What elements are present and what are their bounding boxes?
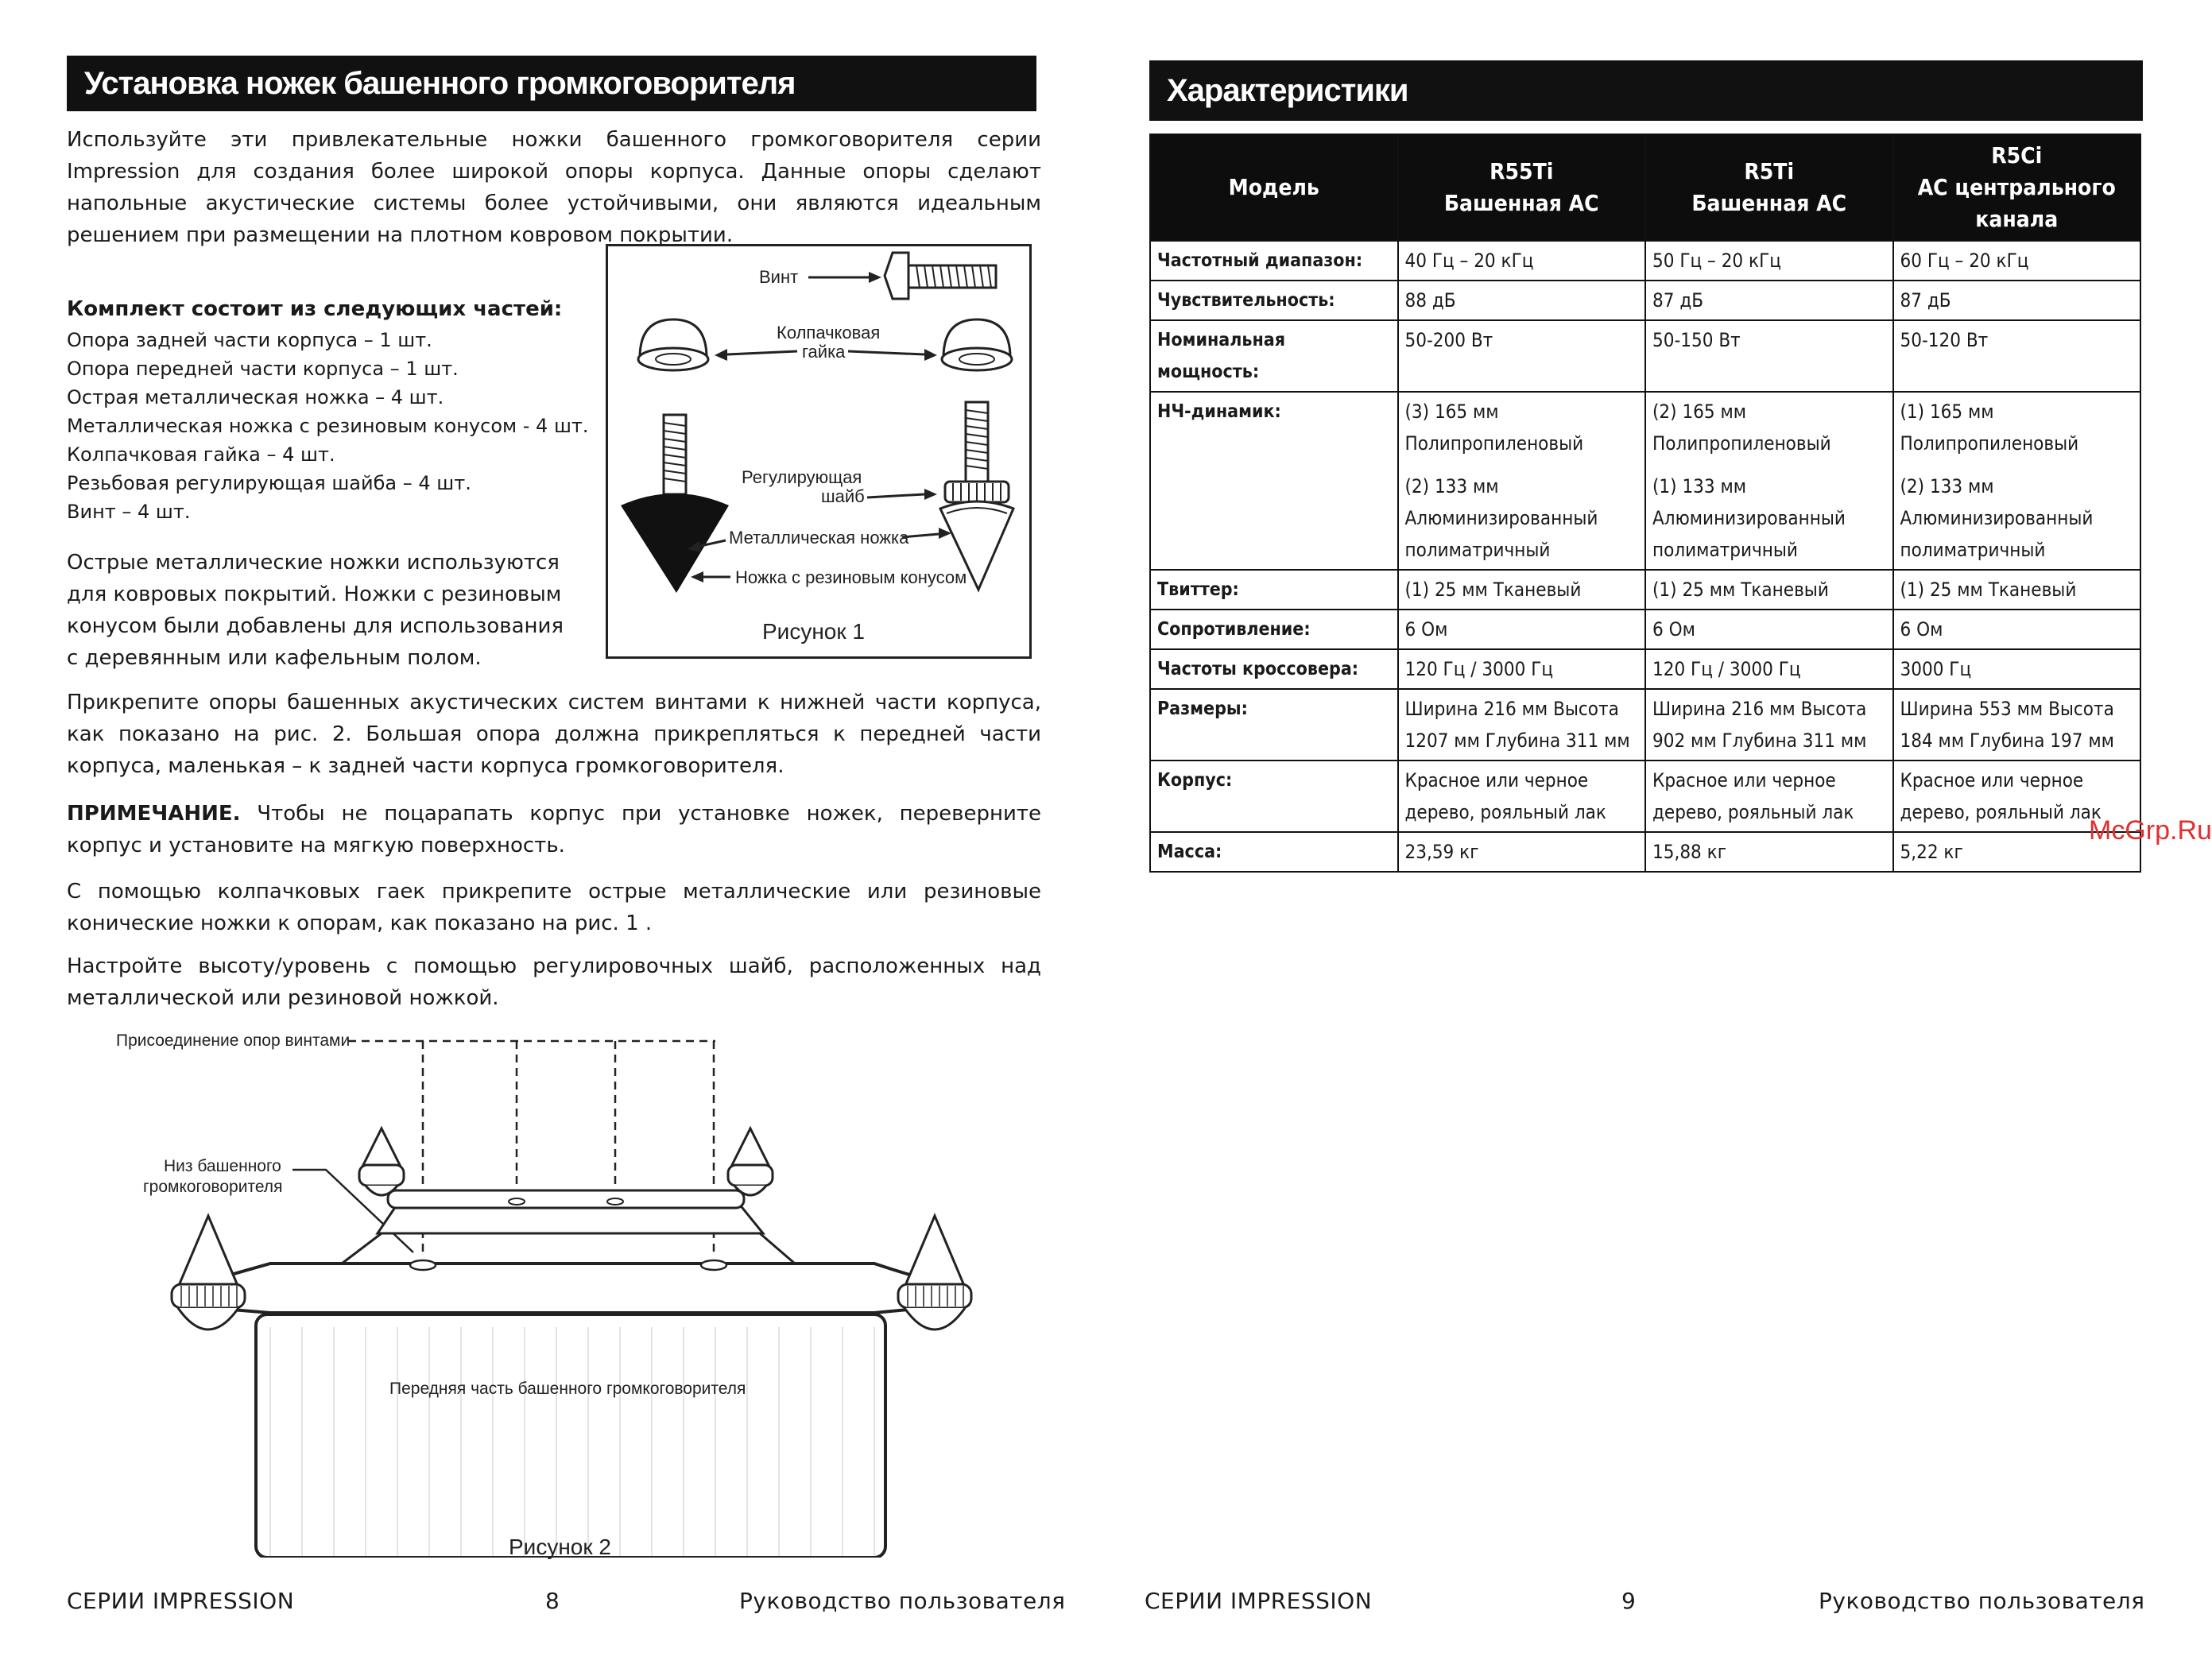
section-title-specs: Характеристики: [1149, 60, 2143, 121]
table-cell: [1645, 241, 1893, 281]
footer-page-8: 8: [545, 1588, 560, 1614]
table-cell: [1398, 392, 1646, 570]
figure-1-caption: Рисунок 1: [762, 619, 865, 644]
header-col-2: [1645, 134, 1893, 241]
table-cell: [1645, 832, 1893, 872]
row-label: Номинальная мощность:: [1150, 320, 1398, 392]
header-model: Модель: [1150, 134, 1398, 241]
label-screws: Присоединение опор винтами: [116, 1031, 351, 1050]
label-front: Передняя часть башенного громкоговорителя: [389, 1380, 746, 1398]
cell-text: (3) 165 мм Полипропиленовый: [1404, 401, 1584, 455]
speaker-front: [256, 1314, 885, 1558]
table-cell: [1645, 649, 1893, 689]
table-cell: [1893, 281, 2141, 320]
cell-text: Ширина 216 мм Высота 902 мм Глубина 311 мм: [1652, 698, 1867, 752]
parts-list-item: Опора задней части корпуса – 1 шт.: [67, 329, 432, 351]
cell-text: Красное или черное дерево, рояльный лак: [1900, 769, 2102, 823]
table-cell: [1893, 649, 2141, 689]
header-col-3-name: R5Ci: [1991, 142, 2043, 168]
cell-text: 15,88 кг: [1652, 841, 1727, 863]
cell-text: (1) 133 мм Алюминизированный полиматричный: [1652, 475, 1846, 561]
label-rubber-foot: Ножка с резиновым конусом: [735, 567, 967, 587]
table-cell: [1893, 570, 2141, 610]
cell-text: 6 Ом: [1652, 618, 1695, 641]
table-cell: [1645, 392, 1893, 570]
cell-text: Красное или черное дерево, рояльный лак: [1652, 769, 1854, 823]
cell-text: 87 дБ: [1652, 289, 1704, 312]
specifications-table: [1149, 134, 2141, 873]
table-cell: [1645, 281, 1893, 320]
metal-spike-foot: [621, 415, 729, 593]
footer-guide-left: Руководство пользователя: [739, 1588, 1066, 1614]
cell-text: (2) 133 мм Алюминизированный полиматричный: [1900, 475, 2094, 561]
note-paragraph: [67, 798, 1041, 861]
note-label: ПРИМЕЧАНИЕ.: [67, 802, 241, 826]
parts-list: [67, 326, 607, 526]
figure-1: [606, 244, 1032, 659]
label-washer-2: шайб: [821, 486, 865, 506]
figure-1-drawing: [608, 246, 1029, 656]
row-label: НЧ-динамик:: [1150, 392, 1398, 570]
intro-paragraph: [67, 124, 1041, 251]
cell-text: 6 Ом: [1404, 618, 1448, 641]
cell-text: 88 дБ: [1404, 289, 1456, 312]
table-cell: [1398, 761, 1646, 832]
table-row: [1150, 320, 2140, 392]
table-row: [1150, 570, 2140, 610]
cell-text: (1) 25 мм Тканевый: [1652, 579, 1829, 601]
parts-list-item: Опора передней части корпуса – 1 шт.: [67, 358, 459, 380]
figure-2-caption: Рисунок 2: [509, 1535, 611, 1559]
cell-text: 120 Гц / 3000 Гц: [1652, 658, 1801, 680]
intro-text: Используйте эти привлекательные ножки башенного громкоговорителя серии Impression для создания более широкой опоры корпуса. Данные опоры сделают напольные акустические системы более устойчивыми, они являются идеальным решением при размещении на плотном ковровом покрытии.: [67, 128, 1041, 247]
cap-paragraph: С помощью колпачковых гаек прикрепите острые металлические или резиновые конические ножки к опорам, как показано на рис. 1 .: [67, 880, 1041, 935]
table-row: [1150, 832, 2140, 872]
cell-text: (1) 25 мм Тканевый: [1404, 579, 1582, 601]
header-col-3: [1893, 134, 2141, 241]
label-metal-foot: Металлическая ножка: [729, 528, 909, 548]
parts-list-item: Винт – 4 шт.: [67, 501, 191, 523]
label-cap-nut-1: Колпачковая: [777, 323, 881, 343]
specifications-body: [1150, 241, 2140, 872]
cell-text: (1) 165 мм Полипропиленовый: [1900, 401, 2079, 455]
rear-spike-left: [359, 1128, 404, 1195]
label-screw: Винт: [759, 267, 799, 287]
table-cell: [1398, 570, 1646, 610]
figure-2: [95, 1025, 1049, 1573]
table-cell: [1398, 610, 1646, 649]
table-cell: [1398, 649, 1646, 689]
header-col-1-name: R55Ti: [1490, 158, 1554, 184]
table-cell: [1645, 570, 1893, 610]
row-label: Сопротивление:: [1150, 610, 1398, 649]
header-col-2-name: R5Ti: [1744, 158, 1795, 184]
front-plinth: [175, 1264, 968, 1313]
table-row: [1150, 610, 2140, 649]
row-label: Размеры:: [1150, 689, 1398, 761]
parts-list-item: Металлическая ножка с резиновым конусом - 4 шт.: [67, 415, 589, 437]
cell-text: 40 Гц – 20 кГц: [1404, 250, 1534, 272]
cell-text: Ширина 216 мм Высота 1207 мм Глубина 311 мм: [1404, 698, 1630, 752]
cell-text: Ширина 553 мм Высота 184 мм Глубина 197 мм: [1900, 698, 2114, 752]
table-cell: [1893, 392, 2141, 570]
section-title-feet: Установка ножек башенного громкоговорителя: [67, 56, 1036, 111]
cap-nut-left: [638, 319, 708, 370]
table-cell: [1645, 761, 1893, 832]
cell-text: 50-150 Вт: [1652, 329, 1741, 351]
cell-text: (2) 165 мм Полипропиленовый: [1652, 401, 1831, 455]
rear-spike-right: [728, 1128, 773, 1195]
footer-series-left: СЕРИИ IMPRESSION: [67, 1588, 295, 1614]
cell-text: 5,22 кг: [1900, 841, 1963, 863]
table-cell: [1398, 320, 1646, 392]
table-row: [1150, 689, 2140, 761]
header-col-1-sub: Башенная АС: [1443, 190, 1599, 216]
table-cell: [1893, 241, 2141, 281]
table-cell: [1398, 832, 1646, 872]
cell-text: 87 дБ: [1900, 289, 1951, 312]
table-row: [1150, 281, 2140, 320]
table-cell: [1893, 689, 2141, 761]
cell-text: 3000 Гц: [1900, 658, 1972, 680]
label-washer-1: Регулирующая: [742, 467, 862, 487]
header-col-2-sub: Башенная АС: [1691, 190, 1847, 216]
header-col-3-sub: АС центрального канала: [1917, 174, 2116, 232]
cap-nut-right: [942, 319, 1012, 370]
parts-list-item: Колпачковая гайка – 4 шт.: [67, 443, 335, 466]
adjust-paragraph: Настройте высоту/уровень с помощью регулировочных шайб, расположенных над металлической или резиновой ножкой.: [67, 954, 1041, 1010]
table-row: [1150, 761, 2140, 832]
footer-page-9: 9: [1621, 1588, 1637, 1614]
table-cell: [1645, 320, 1893, 392]
table-cell: [1398, 241, 1646, 281]
footer-series-right: СЕРИИ IMPRESSION: [1145, 1588, 1373, 1614]
cell-text: 23,59 кг: [1404, 841, 1479, 863]
row-label: Чувствительность:: [1150, 281, 1398, 320]
table-cell: [1645, 689, 1893, 761]
cell-text: 120 Гц / 3000 Гц: [1404, 658, 1554, 680]
label-bottom-2: громкоговорителя: [143, 1178, 283, 1196]
left-page: [0, 0, 1083, 1672]
right-page: [1083, 0, 2212, 1672]
table-row: [1150, 392, 2140, 570]
cell-text: 6 Ом: [1900, 618, 1943, 641]
label-bottom-1: Низ башенного: [164, 1157, 281, 1175]
note-text: Чтобы не поцарапать корпус при установке ножек, переверните корпус и установите на мягкую поверхность.: [67, 802, 1041, 857]
table-cell: [1893, 610, 2141, 649]
table-cell: [1398, 281, 1646, 320]
table-cell: [1398, 689, 1646, 761]
parts-title: Комплект состоит из следующих частей:: [67, 297, 563, 321]
table-row: [1150, 241, 2140, 281]
table-header-row: [1150, 134, 2140, 241]
row-label: Корпус:: [1150, 761, 1398, 832]
row-label: Масса:: [1150, 832, 1398, 872]
cell-text: 50 Гц – 20 кГц: [1652, 250, 1781, 272]
screw-illustration: [885, 253, 996, 299]
header-col-1: [1398, 134, 1646, 241]
table-cell: [1893, 320, 2141, 392]
parts-list-item: Резьбовая регулирующая шайба – 4 шт.: [67, 472, 471, 494]
front-spike-right: [898, 1216, 971, 1329]
watermark: McGrp.Ru: [2089, 815, 2212, 846]
parts-list-item: Острая металлическая ножка – 4 шт.: [67, 386, 444, 408]
row-label: Частоты кроссовера:: [1150, 649, 1398, 689]
label-cap-nut-2: гайка: [802, 342, 846, 362]
footer-guide-right: Руководство пользователя: [1819, 1588, 2145, 1614]
row-label: Твиттер:: [1150, 570, 1398, 610]
cell-text: 50-120 Вт: [1900, 329, 1989, 351]
table-row: [1150, 649, 2140, 689]
cell-text: (2) 133 мм Алюминизированный полиматричный: [1404, 475, 1598, 561]
cell-text: (1) 25 мм Тканевый: [1900, 579, 2077, 601]
cell-text: Красное или черное дерево, рояльный лак: [1404, 769, 1606, 823]
row-label: Частотный диапазон:: [1150, 241, 1398, 281]
rubber-cone-foot: [940, 402, 1013, 590]
cell-text: 60 Гц – 20 кГц: [1900, 250, 2029, 272]
attach-paragraph: Прикрепите опоры башенных акустических систем винтами к нижней части корпуса, как показано на рис. 2. Большая опора должна прикрепляться к передней части корпуса, маленькая – к задней части корпуса громкоговорителя.: [67, 691, 1041, 778]
cell-text: 50-200 Вт: [1404, 329, 1493, 351]
table-cell: [1645, 610, 1893, 649]
spikes-paragraph: Острые металлические ножки используются для ковровых покрытий. Ножки с резиновым конусом были добавлены для использования с деревянным или кафельным полом.: [67, 551, 564, 670]
